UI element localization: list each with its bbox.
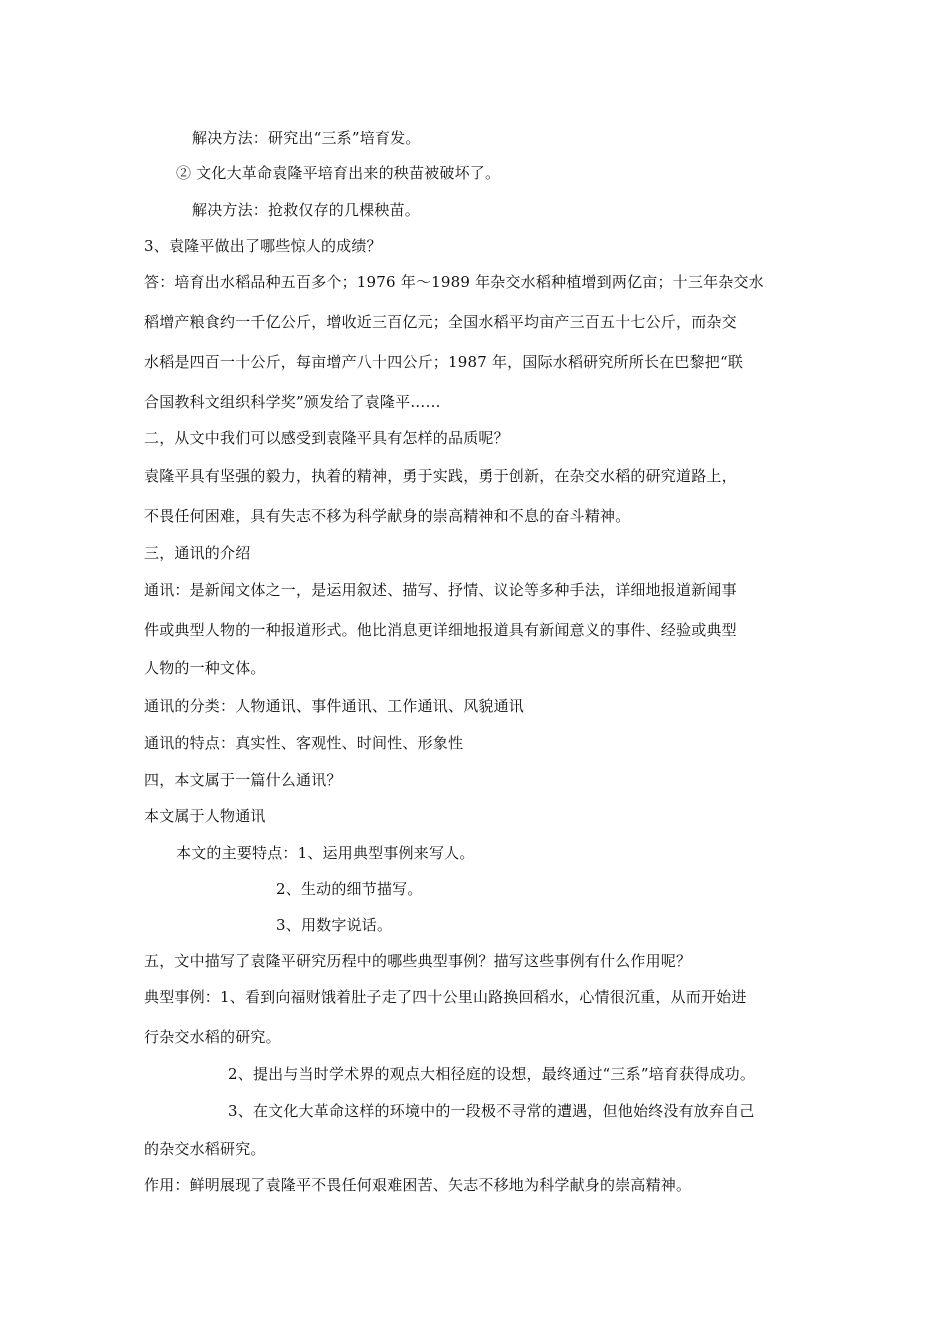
text-line: 通讯：是新闻文体之一，是运用叙述、描写、抒情、议论等多种手法，详细地报道新闻事: [144, 581, 737, 599]
text-line: 解决方法：抢救仅存的几棵秧苗。: [192, 201, 421, 219]
text-line: 水稻是四百一十公斤，每亩增产八十四公斤；1987 年，国际水稻研究所所长在巴黎把“联: [144, 353, 744, 371]
text-line: 通讯的分类：人物通讯、事件通讯、工作通讯、风貌通讯: [144, 697, 525, 715]
text-line: 合国教科文组织科学奖”颁发给了袁隆平……: [144, 393, 441, 411]
text-line: 不畏任何困难，具有失志不移为科学献身的崇高精神和不息的奋斗精神。: [144, 507, 631, 525]
text-line: 本文属于人物通讯: [144, 807, 266, 825]
text-line: 件或典型人物的一种报道形式。他比消息更详细地报道具有新闻意义的事件、经验或典型: [144, 621, 737, 639]
section-heading: 五，文中描写了袁隆平研究历程中的哪些典型事例？描写这些事例有什么作用呢？: [144, 952, 692, 970]
text-line: ② 文化大革命袁隆平培育出来的秧苗被破坏了。: [176, 164, 501, 182]
text-line: 3、用数字说话。: [276, 916, 393, 934]
section-heading: 二，从文中我们可以感受到袁隆平具有怎样的品质呢？: [144, 429, 509, 447]
section-heading: 三，通讯的介绍: [144, 544, 251, 562]
text-line: 典型事例：1、看到向福财饿着肚子走了四十公里山路换回稻水，心情很沉重，从而开始进: [144, 988, 747, 1006]
section-heading: 四，本文属于一篇什么通讯？: [144, 771, 342, 789]
text-line: 行杂交水稻的研究。: [144, 1028, 281, 1046]
text-line: 解决方法：研究出“三系”培育发。: [192, 129, 421, 147]
text-line: 的杂交水稻研究。: [144, 1140, 266, 1158]
text-line: 人物的一种文体。: [144, 659, 266, 677]
text-line: 答：培育出水稻品种五百多个；1976 年～1989 年杂交水稻种植增到两亿亩；十三年杂交水: [144, 273, 764, 291]
text-line: 通讯的特点：真实性、客观性、时间性、形象性: [144, 734, 464, 752]
text-line: 稻增产粮食约一千亿公斤，增收近三百亿元；全国水稻平均亩产三百五十七公斤，而杂交: [144, 313, 737, 331]
text-line: 作用：鲜明展现了袁隆平不畏任何艰难困苦、矢志不移地为科学献身的崇高精神。: [144, 1176, 692, 1194]
text-line: 本文的主要特点：1、运用典型事例来写人。: [176, 844, 475, 862]
text-line: 袁隆平具有坚强的毅力，执着的精神，勇于实践，勇于创新，在杂交水稻的研究道路上，: [144, 467, 737, 485]
text-line: 2、提出与当时学术界的观点大相径庭的设想，最终通过“三系”培育获得成功。: [228, 1065, 756, 1083]
section-heading: 3、袁隆平做出了哪些惊人的成绩？: [144, 237, 382, 255]
text-line: 2、生动的细节描写。: [276, 880, 423, 898]
text-line: 3、在文化大革命这样的环境中的一段极不寻常的遭遇，但他始终没有放弃自己: [228, 1102, 755, 1120]
